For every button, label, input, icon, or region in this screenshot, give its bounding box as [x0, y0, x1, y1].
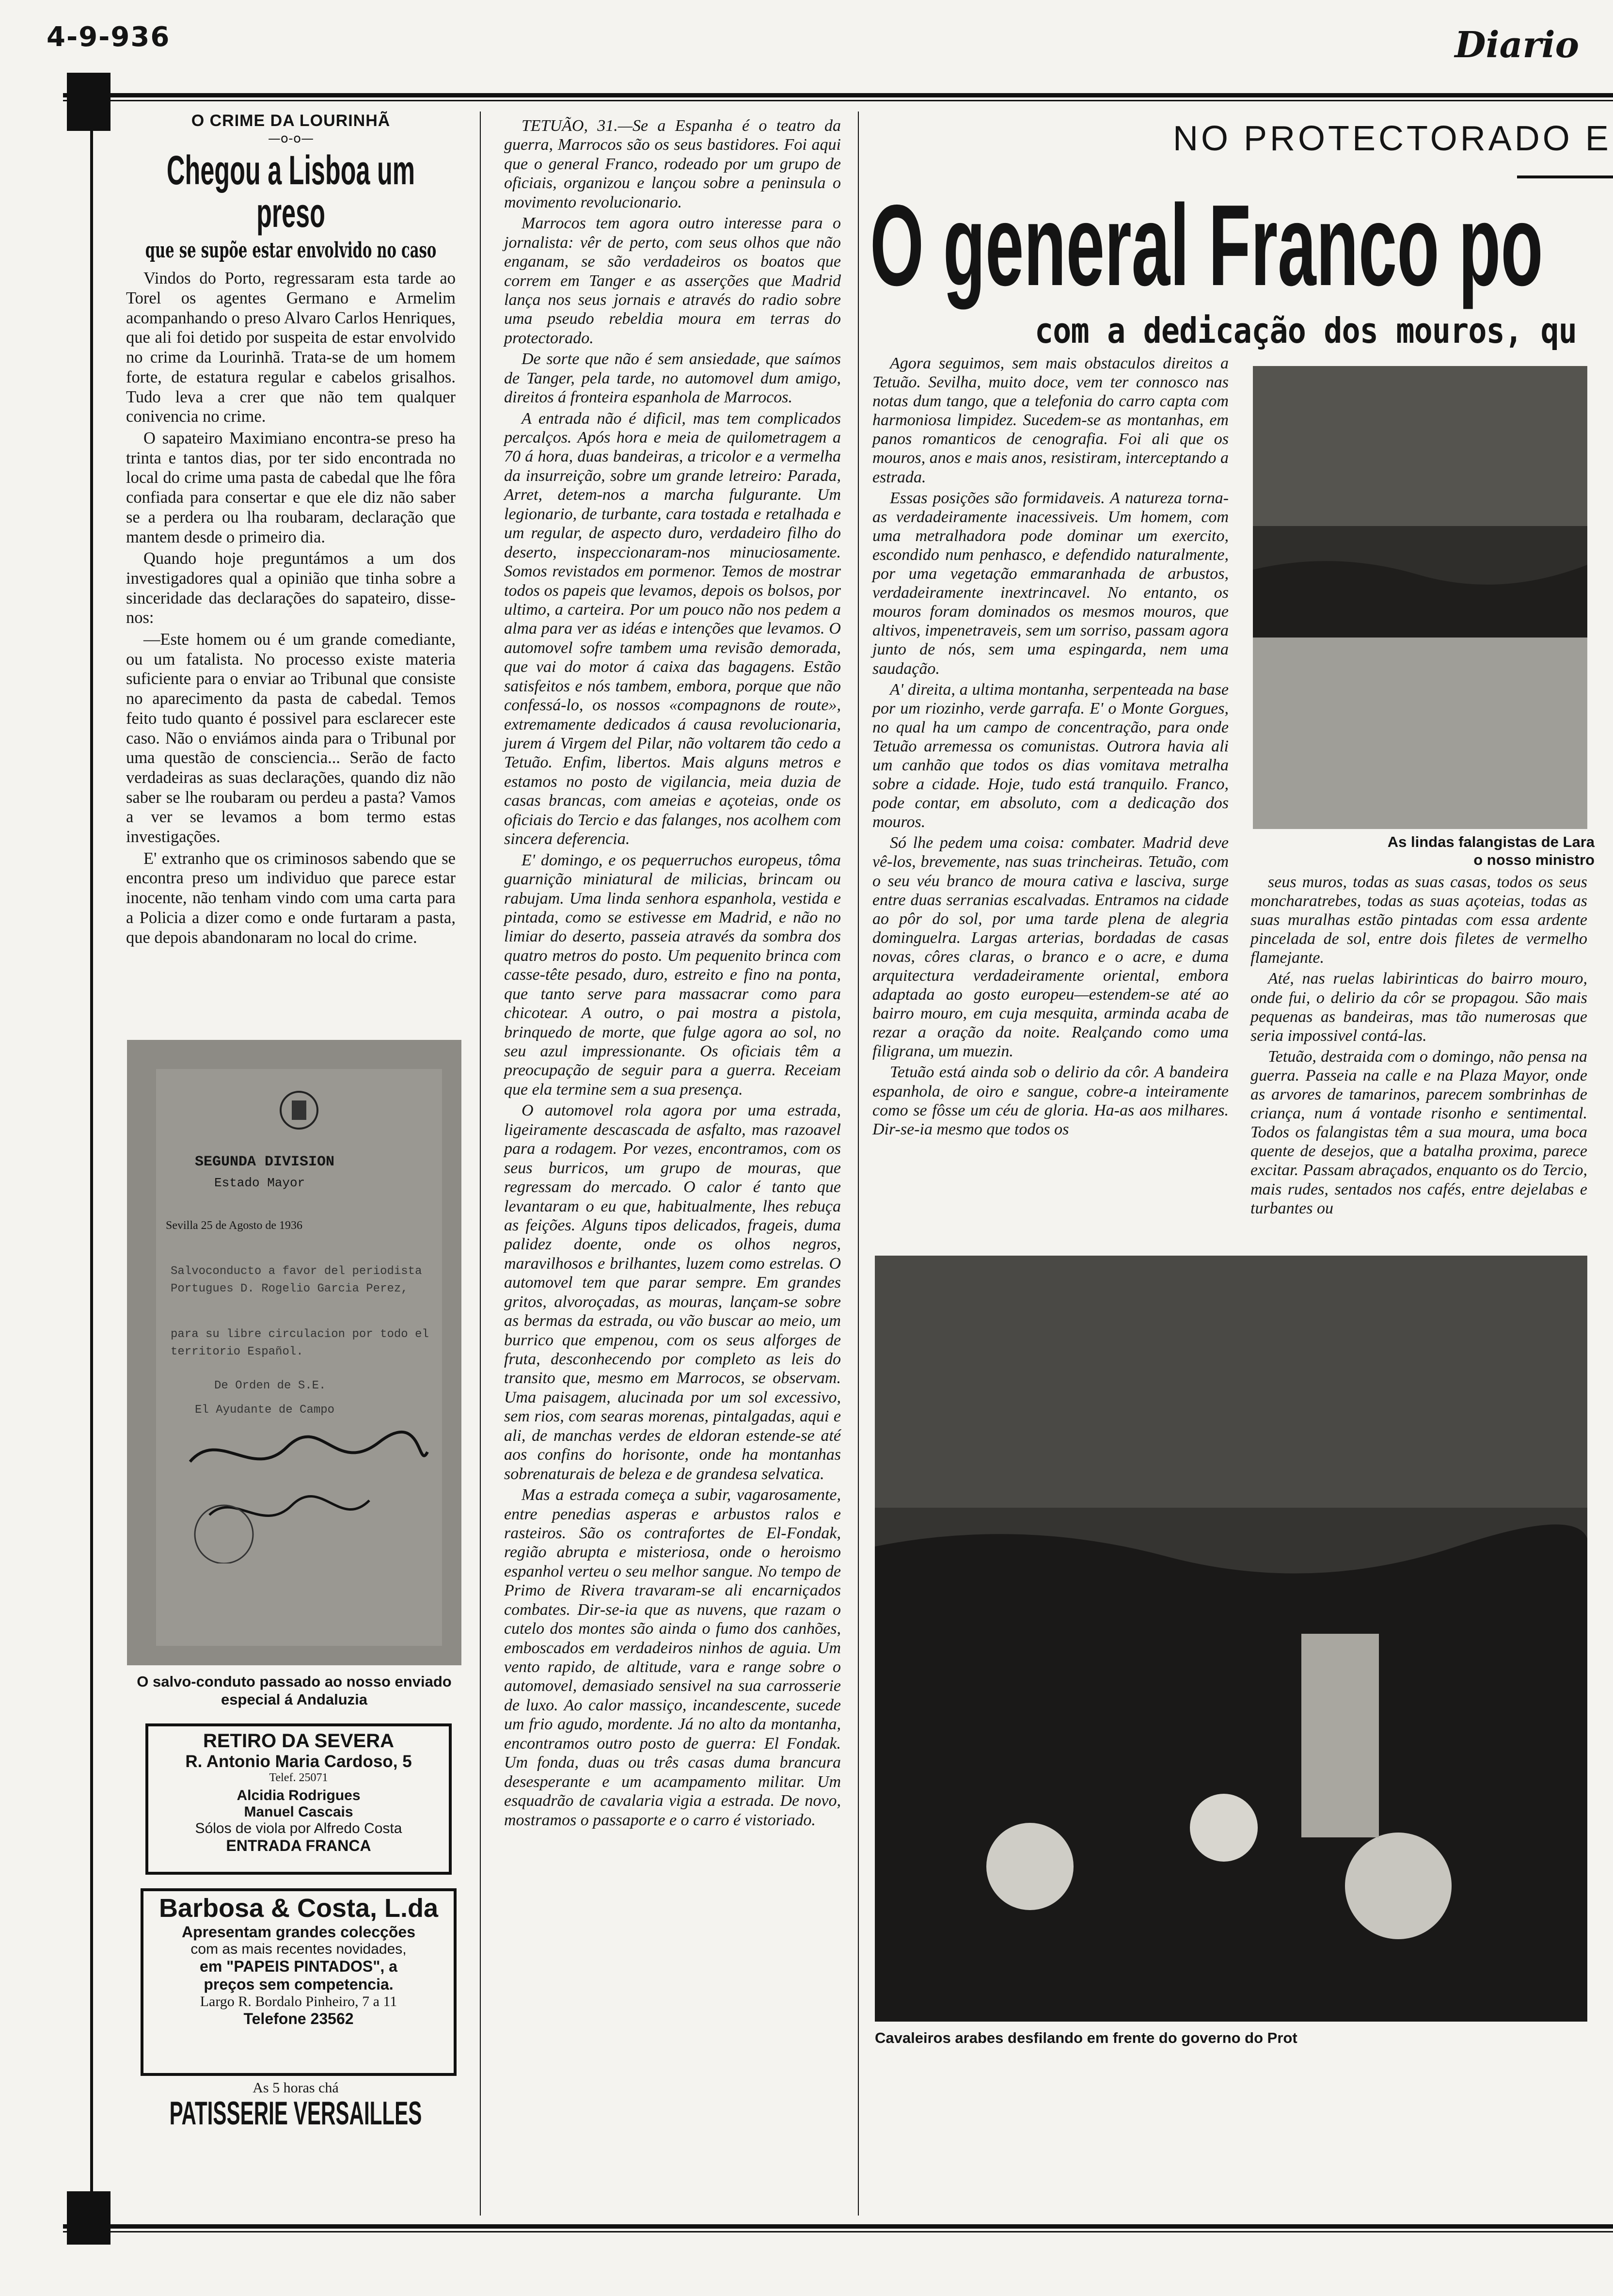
doc-date: Sevilla 25 de Agosto de 1936 — [166, 1219, 302, 1232]
falangistas-caption-2: o nosso ministro — [1473, 851, 1595, 868]
doc-order: De Orden de S.E. — [214, 1379, 326, 1392]
paragraph: Só lhe pedem uma coisa: combater. Madrid deve vê-los, brevemente, nas suas trincheiras. Tetuão, com o seu véu branco de moura cativa e lasciva, surge entre duas serranias escalvadas. Entramos na cidade ao pôr do sol, por uma tarde plena de alegria dominguelra. Largas arterias, bordadas de casas novas, côres claras, o branco e o acre, e duma arquitectura verdadeiramente oriental, embora adaptada ao gosto europeu—estendem-se até ao bairro mouro, em cuja mesquita, arminda acaba de rezar a oração da noite. Realçando como uma filigrana, um muezin. — [872, 834, 1229, 1061]
doc-text: Salvoconducto a favor del periodista Portugues D. Rogelio Garcia Perez, — [171, 1265, 422, 1295]
bottom-rule — [63, 2224, 1613, 2229]
ad-address: Largo R. Bordalo Pinheiro, 7 a 11 — [200, 1993, 397, 2009]
document-paper — [156, 1069, 442, 1646]
right-article-col2 — [1250, 873, 1587, 1220]
ad-artist: Manuel Cascais — [244, 1804, 353, 1820]
registration-mark-bottom — [67, 2191, 111, 2245]
bottom-rule-thin — [63, 2231, 1613, 2232]
ad-retiro-da-severa — [145, 1723, 452, 1875]
document-caption: O salvo-conduto passado ao nosso enviado especial á Andaluzia — [137, 1673, 452, 1708]
paragraph: Marrocos tem agora outro interesse para o jornalista: vêr de perto, com seus olhos que não enganam, se são verdadeiros os boatos que correm em Tanger e as asserções que Madrid lança nos seus jornais e através do radio sobre uma pseudo rebeldia moura em terras do protectorado. — [504, 214, 841, 347]
right-header-rule — [1517, 175, 1613, 178]
paragraph: Tetuão, destraida com o domingo, não pensa na guerra. Passeia na calle e na Plaza Mayor, onde as arvores de tamarinos, parecem sombrinhas de criança, num á vontade risonho e sentimental. Todos os falangistas têm a sua moura, uma boca quente de desejos, que a batalha proxima, parece excitar. Passam abraçados, enquanto os do Tercio, mais rudes, sentados nos cafés, entre dejelabas e turbantes ou — [1250, 1047, 1587, 1217]
right-article-col1 — [872, 354, 1229, 1141]
paragraph: Agora seguimos, sem mais obstaculos direitos a Tetuão. Sevilha, muito doce, vem ter connosco nas notas dum tango, que a telefonia do carro capta com harmoniosa limpidez. Sucedem-se as montanhas, em panos romanticos de cenografia. Foi ali que os mouros, anos e mais anos, resistiram, interceptando a estrada. — [872, 354, 1229, 486]
paragraph: Essas posições são formidaveis. A natureza torna-as verdadeiramente inacessiveis. Um homem, com uma metralhadora pode dominar um exercito, escondido num penhasco, e defendido naturalmente, por uma vegetação emmaranhada de arbustos, verdadeiramente inextrincavel. No entanto, os mouros foram dominados os mesmos mouros, que altivos, impenetraveis, sem um sorriso, passam agora junto de nós, sem uma espingarda, nem uma saudação. — [872, 489, 1229, 678]
paragraph: O sapateiro Maximiano encontra-se preso ha trinta e tantos dias, por ter sido encontrada no local do crime uma pasta de cabedal que lhe fôra confiada para consertar e que ele diz não saber se a perdera ou lha roubaram, declaração que mantem desde o primeiro dia. — [126, 429, 456, 546]
ad-phone: Telefone 23562 — [243, 2010, 354, 2027]
patisserie-pre: As 5 horas chá — [253, 2080, 339, 2096]
top-rule — [63, 93, 1613, 97]
issue-date: 4-9-936 — [47, 21, 171, 53]
paragraph: Quando hoje preguntámos a um dos investigadores qual a opinião que tinha sobre a sinceridade das declarações do sapateiro, disse-nos: — [126, 549, 456, 627]
paragraph: A entrada não é dificil, mas tem complicados percalços. Após hora e meia de quilometragem a 70 á hora, duas bandeiras, a tricolor e a vermelha da insurreição, sobre um grande letreiro: Parada, Arret, detem-nos a marcha fulgurante. Um legionario, de turbante, cara tostada e retalhada e um regular, de aspecto duro, verdadeiro filho do deserto, inspeccionaram-nos minuciosamente. Somos revistados em pormenor. Temos de mostrar todos os papeis que levamos, depois os bolsos, por ultimo, a carteira. Por um pouco não nos pedem a alma para ver as idéas e intenções que levamos. O automovel sofre tambem uma revisão demorada, que vai do motor á caixa das bagagens. Estão satisfeitos e nós tambem, embora, porque que não confessá-lo, os nossos «compagnons de route», extremamente dedicados á causa revolucionaria, jurem á Virgem del Pilar, não voltarem tão cedo a Tetuão. Enfim, libertos. Mais alguns metros e estamos no posto de vigilancia, meia duzia de casas brancas, com ameias e açoteias, onde os oficiais do Tercio e das falanges, nos acolhem com sincera deferencia. — [504, 409, 841, 848]
ad-title: RETIRO DA SEVERA — [203, 1730, 395, 1752]
middle-article-body — [504, 116, 841, 1832]
ad-artist: Alcidia Rodrigues — [237, 1787, 361, 1803]
column-rule-2 — [858, 112, 859, 2216]
article-body — [126, 269, 456, 947]
article-kicker: O CRIME DA LOURINHÃ — [191, 112, 391, 130]
coat-of-arms-icon — [277, 1088, 321, 1132]
paragraph: Até, nas ruelas labirinticas do bairro mouro, onde fui, o delirio da côr se propagou. São mais pequenas as bandeiras, mas tão numerosas que seria impossivel contá-las. — [1250, 970, 1587, 1045]
main-subheadline: com a dedicação dos mouros, qu — [1035, 310, 1577, 351]
ad-title: Barbosa & Costa, L.da — [158, 1894, 439, 1923]
doc-heading: SEGUNDA DIVISION — [195, 1154, 335, 1170]
paragraph: seus muros, todas as suas casas, todos os seus moncharatrebes, todas as suas açoteias, todas as suas muralhas estão pintadas com essa ardente pincelada de sol, entre dois filetes de vermelho flamejante. — [1250, 873, 1587, 967]
cavalry-photo — [875, 1256, 1587, 2022]
cavalry-caption: Cavaleiros arabes desfilando em frente do governo do Prot — [875, 2029, 1297, 2046]
paragraph: O automovel rola agora por uma estrada, ligeiramente descascada de asfalto, mas razoavel para a rodagem. Por vezes, encontramos, com os seus burricos, um grupo de mouras, que regressam do mercado. O calor é tanto que levantaram o eu que, habitualmente, lhes rebuça as feições. Alguns tipos delicados, frageis, duma palidez doente, onde os olhos negros, maravilhosos e brilhantes, luzem como estrelas. O automovel tem que parar sempre. Em grandes gritos, alvoroçadas, as mouras, lançam-se sobre as bermas da estrada, ou vão buscar ao meio, um burrico que empenou, com os seus alforges de fruta, desconhecendo por completo as leis do transito que, mesmo em Marrocos, se observam. Uma paisagem, alucinada por um sol excessivo, sem rios, com searas morenas, pintalgadas, aqui e ali, de manchas verdes de eldoran estende-se até aos confins do horisonte, onde ha montanhas sobrenaturais de beleza e de grandesa selvatica. — [504, 1101, 841, 1483]
doc-text: para su libre circulacion por todo el territorio Español. — [171, 1328, 429, 1358]
doc-subheading: Estado Mayor — [214, 1176, 305, 1190]
signature-mark — [175, 1418, 437, 1563]
paragraph: TETUÃO, 31.—Se a Espanha é o teatro da guerra, Marrocos são os seus bastidores. Foi aqui que o general Franco, rodeado por um grupo de oficiais, organizou e lançou sobre a peninsula o movimento revolucionario. — [504, 117, 841, 211]
ad-phone: Telef. 25071 — [269, 1771, 328, 1784]
ad-text: com as mais recentes novidades, — [190, 1941, 407, 1957]
ad-text: preços sem competencia. — [204, 1976, 394, 1993]
separator: —o-o— — [268, 131, 314, 146]
masthead: Diario — [1455, 24, 1579, 66]
falangistas-photo — [1253, 366, 1587, 829]
paragraph: Mas a estrada começa a subir, vagarosamente, entre penedias asperas e arbustos ralos e rasteiros. São os contrafortes de El-Fondak, região abrupta e misteriosa, onde o heroismo espanhol verteu o seu melhor sangue. No tempo de Primo de Rivera travaram-se ali encarniçados combates. Dir-se-ia que as nuvens, que razam o cutelo dos montes são ainda o fumo dos canhões, emboscados em verdadeiros ninhos de aguia. Um vento rapido, de altitude, vara e range sobre o automovel, demasiado sensivel na sua carrosserie de luxo. Ao calor massiço, incandescente, sucede um frio agudo, mordente. Já no alto da montanha, encontramos outro posto de guerra: El Fondak. Um fonda, duas ou três casas duma brancura desesperante e um acampamento militar. Um esquadrão de cavalaria vigia a estrada. De novo, mostramos o passaporte e o carro é vistoriado. — [504, 1486, 841, 1829]
article-headline: Chegou a Lisboa um preso — [166, 147, 415, 236]
ad-entry: ENTRADA FRANCA — [226, 1837, 371, 1854]
registration-mark-top — [67, 73, 111, 131]
paragraph: Tetuão está ainda sob o delirio da côr. A bandeira espanhola, de oiro e sangue, cobre-a inteiramente como se fôsse um céu de gloria. Ha-as aos milhares. Dir-se-ia mesmo que todos os — [872, 1063, 1229, 1138]
safe-conduct-photo — [127, 1040, 461, 1665]
ad-music: Sólos de viola por Alfredo Costa — [195, 1820, 402, 1836]
ad-text: em "PAPEIS PINTADOS", a — [200, 1958, 397, 1975]
paragraph: Vindos do Porto, regressaram esta tarde ao Torel os agentes Germano e Armelim acompanhando o preso Alvaro Carlos Henriques, que ali foi detido por suspeita de estar envolvido no crime da Lourinhã. Trata-se de um homem forte, de estatura regular e cabelos grisalhos. Tudo leva a crer que não tem qualquer conivencia no crime. — [126, 269, 456, 426]
patisserie-name: PATISSERIE VERSAILLES — [169, 2095, 422, 2132]
left-border-rule — [90, 93, 93, 2226]
column-rule-1 — [480, 112, 481, 2216]
left-article — [126, 112, 456, 949]
paragraph: —Este homem ou é um grande comediante, ou um fatalista. No processo existe materia suficiente para o enviar ao Tribunal que consiste no aparecimento da pasta de cabedal. Temos feito tudo quanto é possivel para esclarecer este caso. Não o enviámos ainda para o Tribunal por uma questão de consciencia... Serão de facto verdadeiras as suas declarações, quando diz não saber se lhe roubaram ou perdeu a pasta? Vamos a ver se levamos a bom termo estas investigações. — [126, 630, 456, 846]
paragraph: A' direita, a ultima montanha, serpenteada na base por um riozinho, verde garrafa. E' o Monte Gorgues, no qual ha um campo de concentração, para onde Tetuão arremessa os comunistas. Outrora havia ali um canhão que todos os dias vomitava metralha sobre a cidade. Hoje, tudo está tranquilo. Franco, pode contar, em absoluto, com a dedicação dos mouros. — [872, 680, 1229, 831]
falangistas-caption: As lindas falangistas de Lara — [1387, 833, 1595, 850]
top-rule-thin — [63, 100, 1613, 101]
paragraph: E' extranho que os criminosos sabendo que se encontra preso um individuo que parece estar inocente, não tenham vindo com uma carta para a Policia a dizer como e onde furtaram a pasta, que depois abandonaram no local do crime. — [126, 849, 456, 947]
article-subheadline: que se supõe estar envolvido no caso — [145, 238, 437, 263]
cavalry-scene-image — [875, 1256, 1587, 2022]
ad-barbosa-costa — [141, 1888, 457, 2076]
main-headline: O general Franco po — [870, 181, 1543, 310]
section-header: NO PROTECTORADO E — [1173, 119, 1612, 158]
crowd-scene-image — [1253, 366, 1587, 829]
paragraph: E' domingo, e os pequerruchos europeus, tôma guarnição miniatural de milicias, brincam ou rabujam. Uma linda senhora espanhola, vestida e pintada, como se estivesse em Madrid, e não no limiar do deserto, passeia através da sombra dos quatro metros do posto. Um pequenito brinca com casse-tête pesado, duro, estreito e fino na ponta, que tanto serve para massacrar como para chicotear. A outro, o pai mostra a pistola, brinquedo de morte, que fulge agora ao sol, no seu azul impressionante. Os oficiais têm a preocupação de seguir para a guerra. Receiam que ela termine sem a sua presença. — [504, 851, 841, 1099]
paragraph: De sorte que não é sem ansiedade, que saímos de Tanger, pela tarde, no automovel dum amigo, direitos á fronteira espanhola de Marrocos. — [504, 350, 841, 407]
ad-text: Apresentam grandes colecções — [182, 1923, 415, 1941]
ad-address: R. Antonio Maria Cardoso, 5 — [185, 1752, 412, 1771]
doc-aide: El Ayudante de Campo — [195, 1403, 335, 1417]
